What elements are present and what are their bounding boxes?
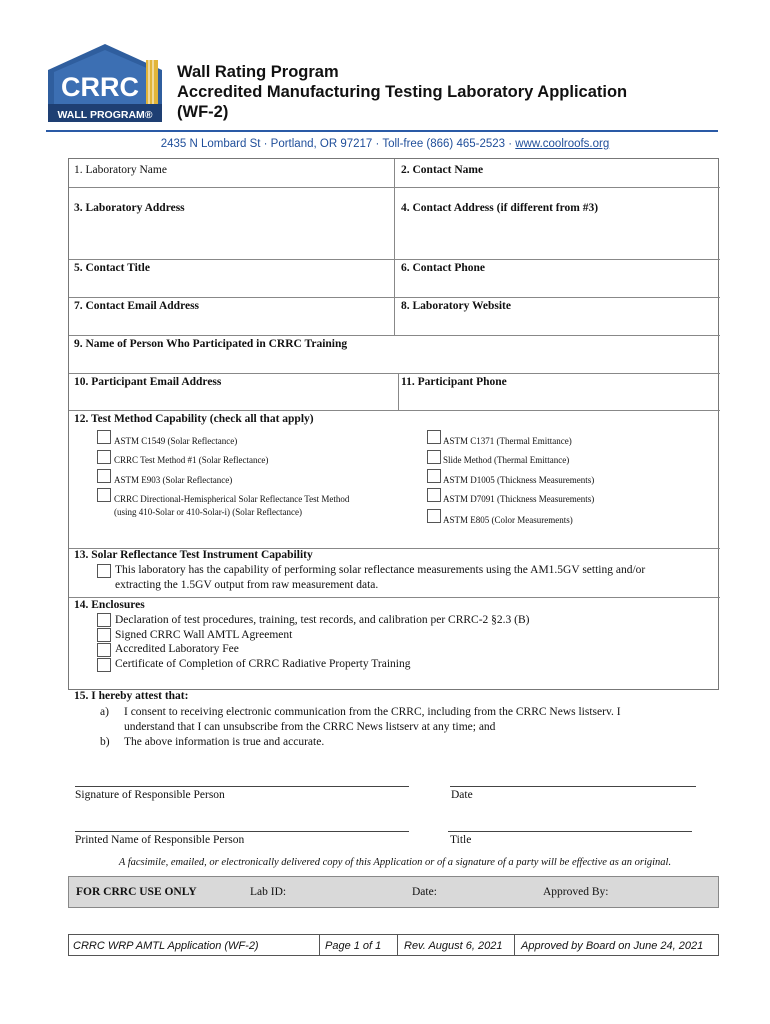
footer-revision: Rev. August 6, 2021 xyxy=(404,940,503,952)
section-14-title: 14. Enclosures xyxy=(74,599,145,611)
astm-e805-checkbox[interactable] xyxy=(427,509,441,523)
facsimile-note: A facsimile, emailed, or electronically delivered copy of this Application or of a signature of a party will be effective as an original. xyxy=(118,857,672,868)
attest-a-marker: a) xyxy=(100,706,109,718)
participant-email-field[interactable]: 10. Participant Email Address xyxy=(74,376,222,388)
astm-d7091-checkbox[interactable] xyxy=(427,488,441,502)
title-label: Title xyxy=(450,834,472,846)
printed-name-label: Printed Name of Responsible Person xyxy=(75,834,245,846)
date-label: Date xyxy=(451,789,473,801)
laboratory-website-field[interactable]: 8. Laboratory Website xyxy=(401,300,511,312)
option-label: ASTM D1005 (Thickness Measurements) xyxy=(443,475,595,485)
enclosure-label: Accredited Laboratory Fee xyxy=(115,643,239,655)
printed-name-line[interactable] xyxy=(75,831,409,832)
slide-method-checkbox[interactable] xyxy=(427,450,441,464)
address-line xyxy=(0,138,770,150)
training-participant-field[interactable]: 9. Name of Person Who Participated in CRRC Training xyxy=(74,338,348,350)
section-15-title: 15. I hereby attest that: xyxy=(74,690,189,702)
application-form xyxy=(68,158,719,690)
contact-email-field[interactable]: 7. Contact Email Address xyxy=(74,300,200,312)
contact-title-field[interactable]: 5. Contact Title xyxy=(74,262,150,274)
page-title-line-2: Accredited Manufacturing Testing Laboratory Application xyxy=(177,83,628,101)
logo-top-text: CRRC xyxy=(61,72,139,102)
crrc-date-label: Date: xyxy=(412,886,437,898)
signature-label: Signature of Responsible Person xyxy=(75,789,225,801)
participant-phone-field[interactable]: 11. Participant Phone xyxy=(401,376,507,388)
header-rule xyxy=(46,130,718,132)
enclosure-certificate-checkbox[interactable] xyxy=(97,658,111,672)
page-title-line-3: (WF-2) xyxy=(177,103,229,121)
crrc-method-1-checkbox[interactable] xyxy=(97,450,111,464)
logo-bottom-text: WALL PROGRAM® xyxy=(57,109,153,121)
attest-b-text: The above information is true and accurate. xyxy=(124,736,325,748)
footer-approval: Approved by Board on June 24, 2021 xyxy=(521,940,704,952)
crrc-wall-program-logo xyxy=(46,42,164,124)
enclosure-label: Declaration of test procedures, training, test records, and calibration per CRRC-2 §2.3 (B) xyxy=(115,614,530,626)
option-label: (using 410-Solar or 410-Solar-i) (Solar Reflectance) xyxy=(114,507,303,517)
enclosure-fee-checkbox[interactable] xyxy=(97,643,111,657)
option-label: ASTM E903 (Solar Reflectance) xyxy=(114,475,233,485)
option-label: CRRC Directional-Hemispherical Solar Reflectance Test Method xyxy=(114,494,350,504)
laboratory-address-field[interactable]: 3. Laboratory Address xyxy=(74,202,185,214)
section-13-text: extracting the 1.5GV output from raw measurement data. xyxy=(115,579,379,591)
laboratory-name-field[interactable]: 1. Laboratory Name xyxy=(74,164,167,176)
address-text: 2435 N Lombard St · Portland, OR 97217 · Toll-free (866) 465-2523 · xyxy=(160,138,516,150)
enclosure-agreement-checkbox[interactable] xyxy=(97,628,111,642)
crrc-directional-checkbox[interactable] xyxy=(97,488,111,502)
lab-id-label: Lab ID: xyxy=(250,886,287,898)
option-label: Slide Method (Thermal Emittance) xyxy=(443,455,570,465)
contact-phone-field[interactable]: 6. Contact Phone xyxy=(401,262,486,274)
signature-line[interactable] xyxy=(75,786,409,787)
option-label: ASTM C1371 (Thermal Emittance) xyxy=(443,436,572,446)
option-label: ASTM C1549 (Solar Reflectance) xyxy=(114,436,238,446)
attest-b-marker: b) xyxy=(100,736,110,748)
option-label: ASTM E805 (Color Measurements) xyxy=(443,515,573,525)
enclosure-label: Signed CRRC Wall AMTL Agreement xyxy=(115,629,293,641)
website-link[interactable]: www.coolroofs.org xyxy=(515,138,610,150)
astm-e903-checkbox[interactable] xyxy=(97,469,111,483)
section-13-title: 13. Solar Reflectance Test Instrument Capability xyxy=(74,549,313,561)
option-label: ASTM D7091 (Thickness Measurements) xyxy=(443,494,595,504)
footer-table xyxy=(68,934,719,956)
crrc-use-only-box xyxy=(68,876,719,908)
enclosure-label: Certificate of Completion of CRRC Radiative Property Training xyxy=(115,658,411,670)
page-title-line-1: Wall Rating Program xyxy=(177,63,339,81)
attest-a-text: I consent to receiving electronic communication from the CRRC, including from the CRRC News listserv. I xyxy=(124,706,621,718)
enclosure-declaration-checkbox[interactable] xyxy=(97,613,111,627)
crrc-use-only-label: FOR CRRC USE ONLY xyxy=(76,886,197,898)
approved-by-label: Approved By: xyxy=(543,886,609,898)
footer-doc-name: CRRC WRP AMTL Application (WF-2) xyxy=(73,940,259,952)
date-line[interactable] xyxy=(450,786,696,787)
attest-a-text: understand that I can unsubscribe from the CRRC News listserv at any time; and xyxy=(124,721,496,733)
astm-d1005-checkbox[interactable] xyxy=(427,469,441,483)
contact-address-field[interactable]: 4. Contact Address (if different from #3) xyxy=(401,202,599,214)
section-13-text: This laboratory has the capability of performing solar reflectance measurements using the AM1.5GV setting and/or xyxy=(115,564,646,576)
section-12-title: 12. Test Method Capability (check all that apply) xyxy=(74,413,314,425)
astm-c1371-checkbox[interactable] xyxy=(427,430,441,444)
title-line[interactable] xyxy=(448,831,692,832)
am15gv-checkbox[interactable] xyxy=(97,564,111,578)
astm-c1549-checkbox[interactable] xyxy=(97,430,111,444)
option-label: CRRC Test Method #1 (Solar Reflectance) xyxy=(114,455,269,465)
footer-page-number: Page 1 of 1 xyxy=(325,940,382,952)
contact-name-field[interactable]: 2. Contact Name xyxy=(401,164,484,176)
